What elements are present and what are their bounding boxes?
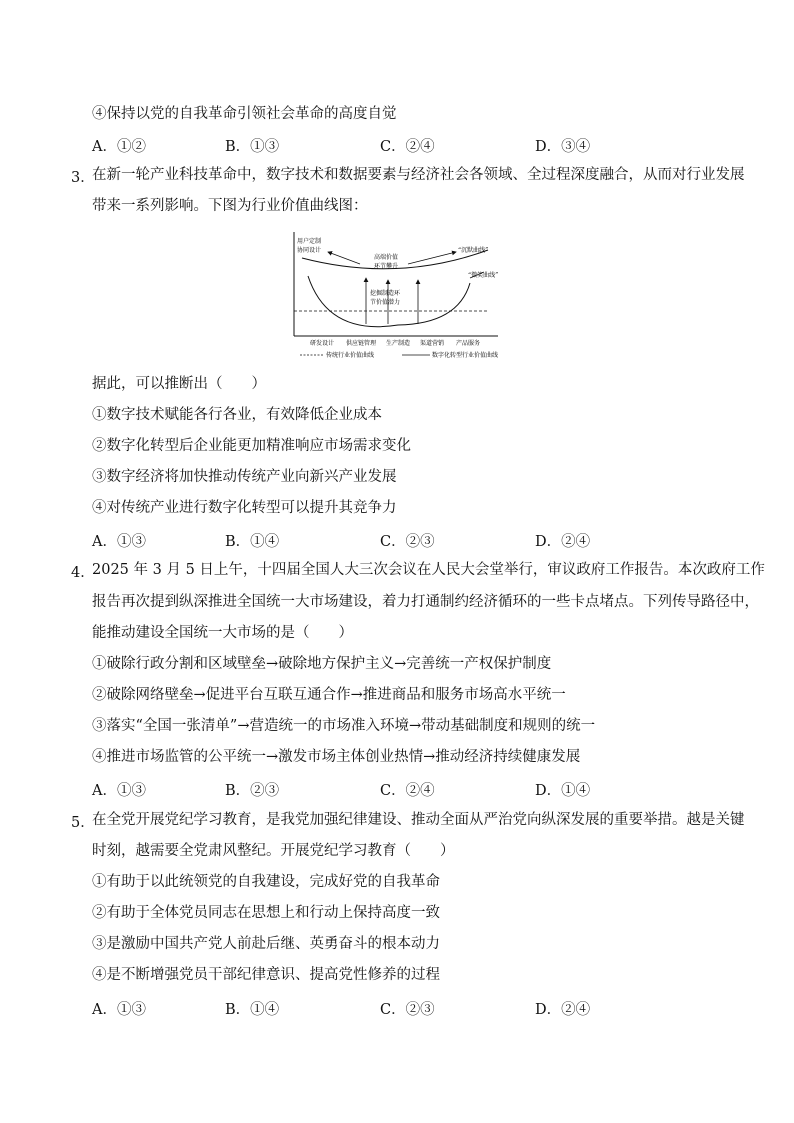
- x-label-1: 供应链管理: [346, 340, 377, 347]
- q5-item-2: ②有助于全体党员同志在思想上和行动上保持高度一致: [92, 905, 440, 921]
- q3-item-2: ②数字化转型后企业能更加精准响应市场需求变化: [92, 438, 411, 454]
- q4-option-b: B．②③: [225, 783, 280, 799]
- q5-number: 5．: [71, 815, 95, 831]
- q5-item-1: ①有助于以此统领党的自我建设，完成好党的自我革命: [92, 874, 440, 890]
- arrow-right-high: [408, 252, 456, 264]
- label-user: 用户定制: [297, 238, 322, 245]
- x-label-0: 研发设计: [310, 340, 335, 347]
- q3-option-c: C．②③: [380, 534, 435, 550]
- q3-item-3: ③数字经济将加快推动传统产业向新兴产业发展: [92, 469, 397, 485]
- q3-stem-line2: 带来一系列影响。下图为行业价值曲线图：: [92, 198, 368, 214]
- q2-option-a: A．①②: [92, 139, 146, 155]
- q4-stem-line1: 2025 年 3 月 5 日上午，十四届全国人大三次会议在人民大会堂举行，审议政府工作报告。本次政府工作: [92, 562, 765, 578]
- legend-digital: 数字化转型行业价值曲线: [432, 352, 499, 359]
- q4-stem-line3: 能推动建设全国统一大市场的是（ ）: [92, 625, 353, 641]
- q4-item-2: ②破除网络壁垒→促进平台互联互通合作→推进商品和服务市场高水平统一: [92, 687, 566, 703]
- q4-item-1: ①破除行政分割和区域壁垒→破除地方保护主义→完善统一产权保护制度: [92, 656, 552, 672]
- q4-option-a: A．①③: [92, 783, 146, 799]
- q5-option-a: A．①③: [92, 1002, 146, 1018]
- legend-traditional: 传统行业价值曲线: [326, 352, 375, 359]
- q4-number: 4．: [71, 565, 95, 581]
- q3-stem-line1: 在新一轮产业科技革命中，数字技术和数据要素与经济社会各领域、全过程深度融合，从而对行业发展: [92, 167, 745, 183]
- q5-stem-line2: 时刻，越需要全党肃风整纪。开展党纪学习教育（ ）: [92, 843, 455, 859]
- label-silent: “沉默曲线”: [458, 247, 489, 254]
- q5-option-d: D．②④: [535, 1002, 591, 1018]
- q4-stem-line2: 报告再次提到纵深推进全国统一大市场建设，着力打通制约经济循环的一些卡点堵点。下列传导路径中，: [92, 594, 759, 610]
- q4-item-3: ③落实“全国一张清单”→营造统一的市场准入环境→带动基础制度和规则的统一: [92, 718, 596, 734]
- label-high2: 环节攀升: [374, 263, 399, 270]
- q2-option-b: B．①③: [225, 139, 280, 155]
- q2-option-c: C．②④: [380, 139, 435, 155]
- q5-item-4: ④是不断增强党员干部纪律意识、提高党性修养的过程: [92, 967, 440, 983]
- label-dig2: 节价值潜力: [370, 299, 401, 306]
- q4-option-d: D．①④: [535, 783, 591, 799]
- q3-item-4: ④对传统产业进行数字化转型可以提升其竞争力: [92, 500, 397, 516]
- q2-option-d: D．③④: [535, 139, 591, 155]
- x-label-4: 产品服务: [456, 340, 481, 347]
- q3-option-a: A．①③: [92, 534, 146, 550]
- q5-option-b: B．①④: [225, 1002, 280, 1018]
- q3-option-d: D．②④: [535, 534, 591, 550]
- q3-number: 3．: [71, 170, 95, 186]
- q3-item-1: ①数字技术赋能各行各业，有效降低企业成本: [92, 407, 382, 423]
- q5-item-3: ③是激励中国共产党人前赴后继、英勇奋斗的根本动力: [92, 936, 440, 952]
- label-coop: 协同设计: [297, 247, 322, 254]
- q3-prompt: 据此，可以推断出（ ）: [92, 376, 266, 392]
- x-label-2: 生产制造: [386, 340, 411, 347]
- q4-option-c: C．②④: [380, 783, 435, 799]
- q4-item-4: ④推进市场监管的公平统一→激发市场主体创业热情→推动经济持续健康发展: [92, 749, 581, 765]
- arrow-left-high: [328, 252, 360, 264]
- q3-option-b: B．①④: [225, 534, 280, 550]
- industry-value-curve-figure: [288, 228, 518, 362]
- label-dig1: 挖掘制造环: [370, 290, 401, 297]
- q5-stem-line1: 在全党开展党纪学习教育，是我党加强纪律建设、推动全面从严治党向纵深发展的重要举措。越是关键: [92, 812, 745, 828]
- x-label-3: 渠道营销: [420, 340, 445, 347]
- q5-option-c: C．②③: [380, 1002, 435, 1018]
- q2-item-4: ④保持以党的自我革命引领社会革命的高度自觉: [92, 106, 397, 122]
- label-high1: 高端价值: [374, 254, 399, 261]
- label-weixiao: “微笑曲线”: [468, 272, 499, 279]
